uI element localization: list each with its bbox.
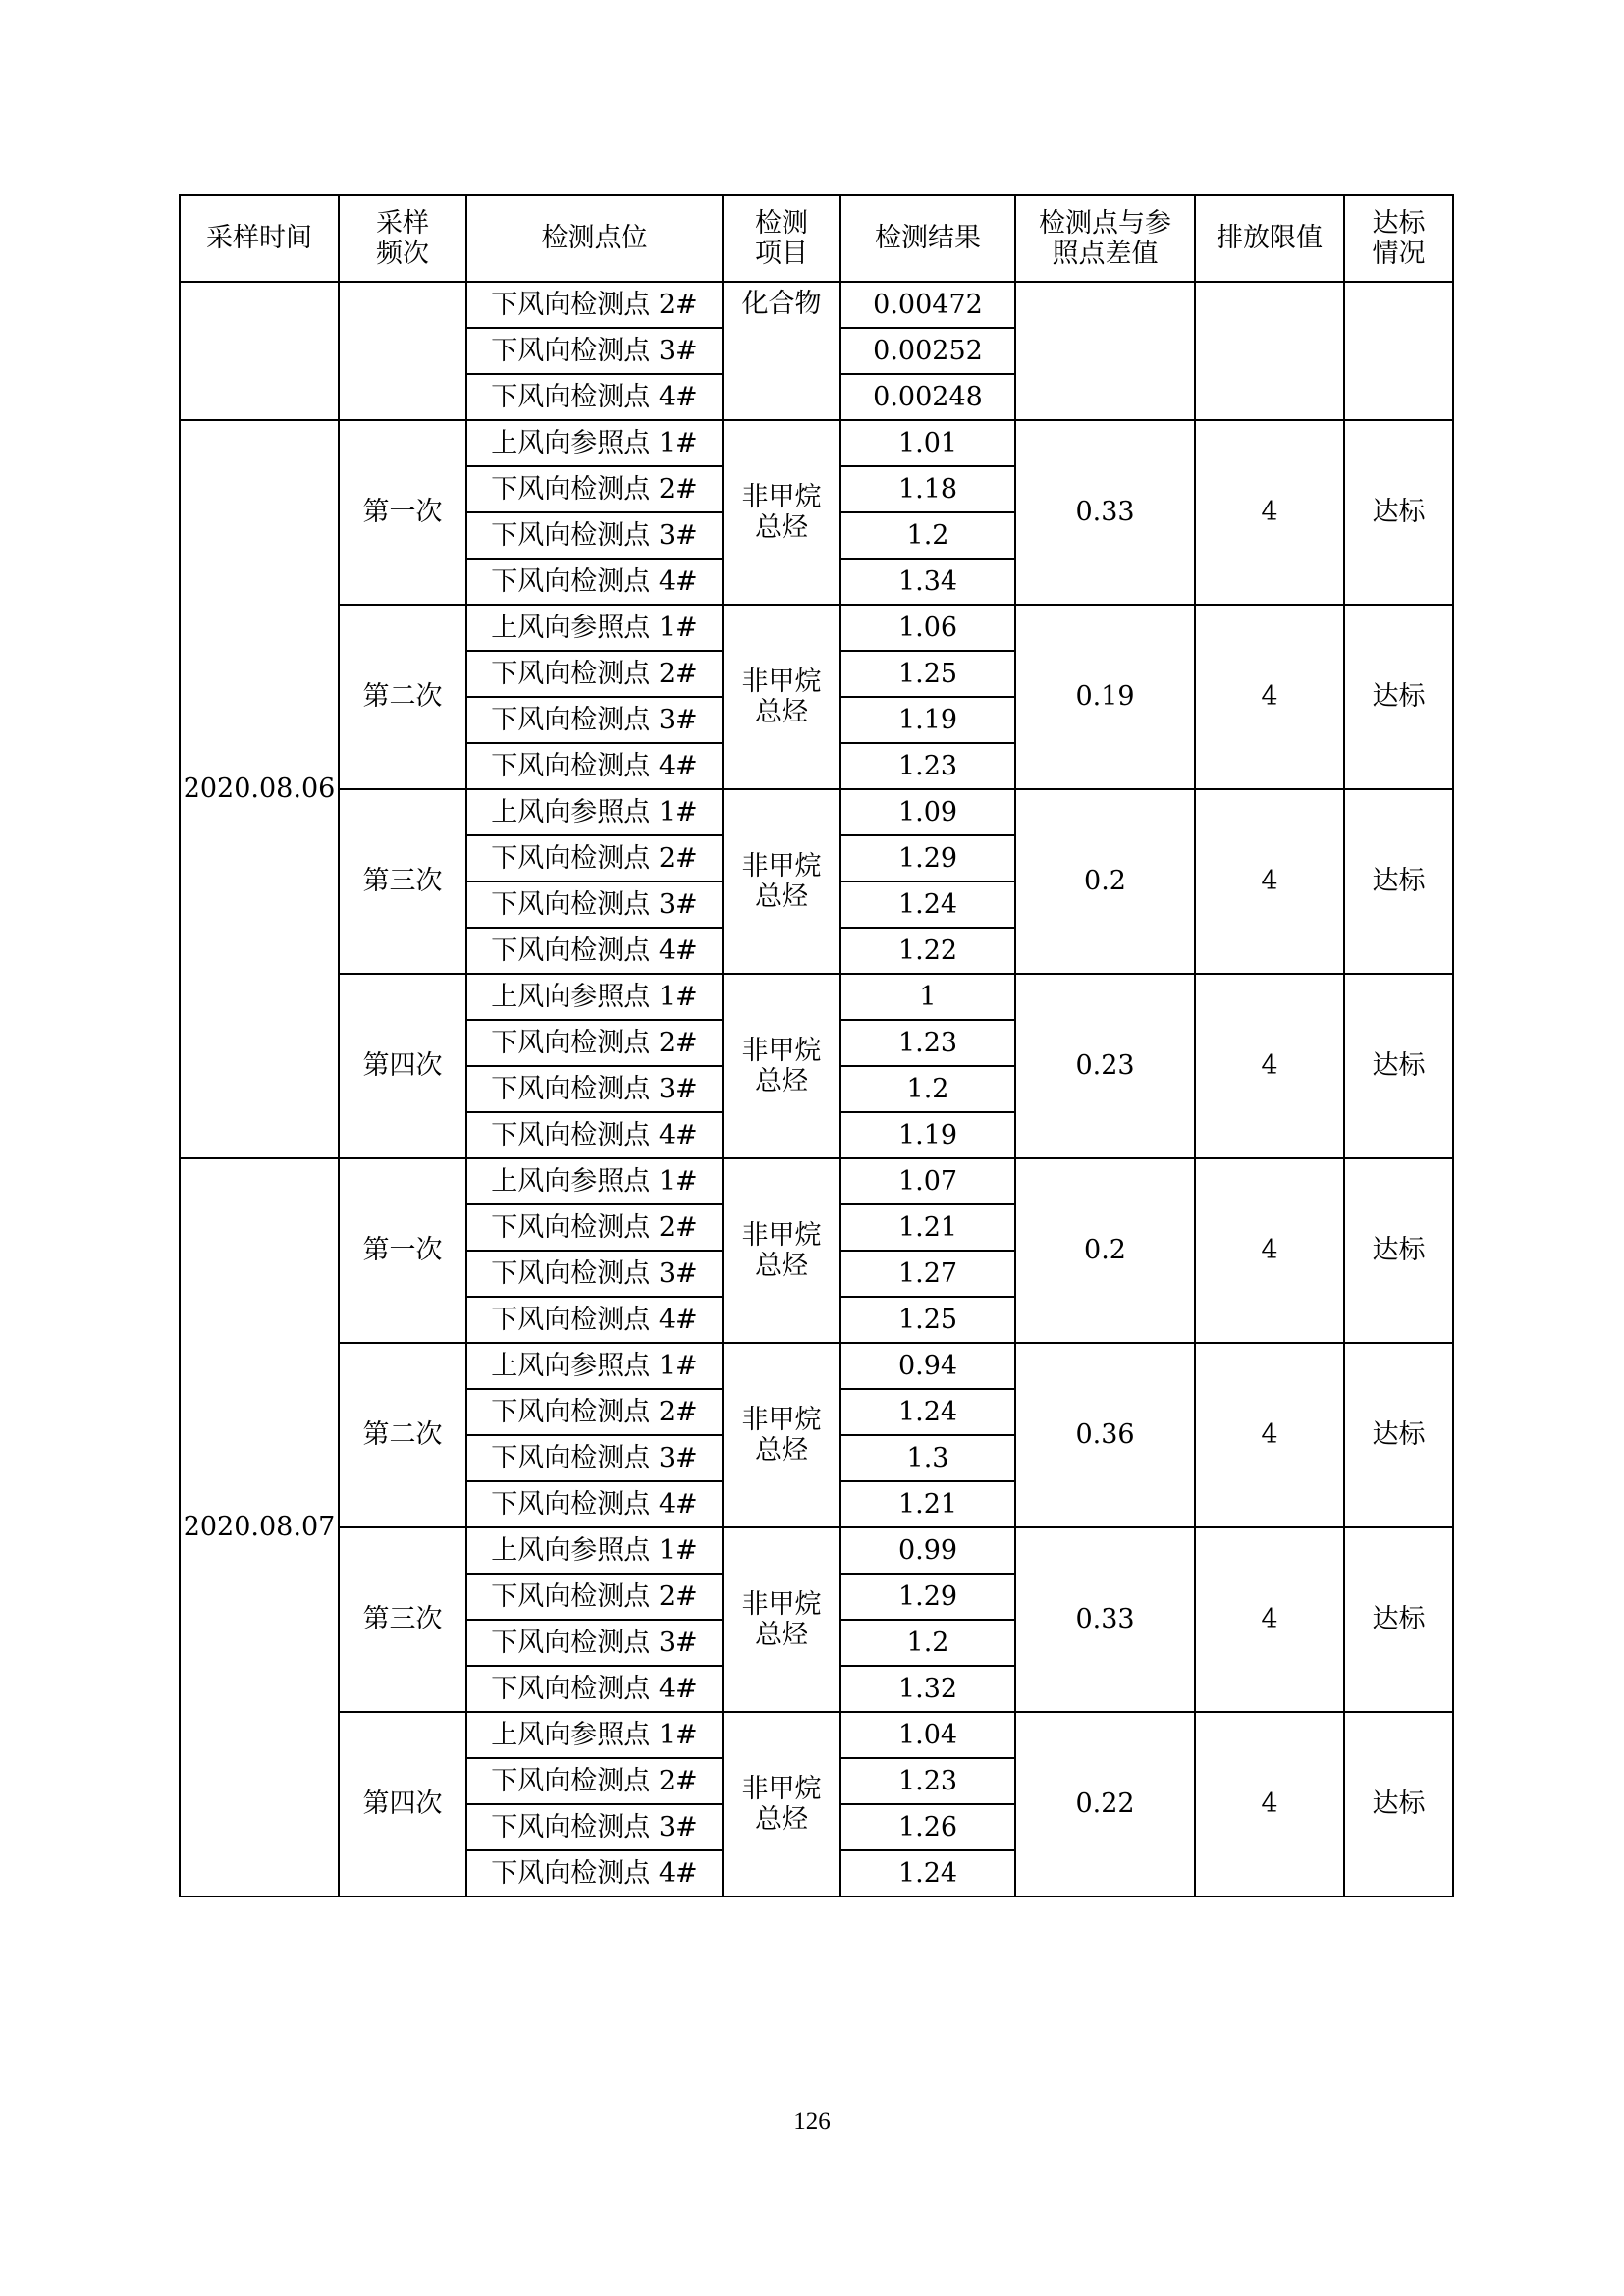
position-cell: 下风向检测点 2# (466, 1204, 723, 1251)
result-cell: 1.06 (840, 605, 1015, 651)
position-cell: 下风向检测点 3# (466, 1066, 723, 1112)
item-line-1: 非甲烷 (741, 850, 822, 881)
item-line-2: 总烃 (755, 512, 808, 543)
result-cell: 1.32 (840, 1666, 1015, 1712)
item-cell (723, 1712, 840, 1896)
result-cell: 0.00248 (840, 374, 1015, 420)
status-cell: 达标 (1344, 974, 1453, 1158)
difference-cell: 0.2 (1015, 1158, 1195, 1343)
result-cell: 1.01 (840, 420, 1015, 466)
limit-cell: 4 (1195, 789, 1344, 974)
sampling-time-cell: 2020.08.07 (180, 1158, 339, 1896)
result-cell: 0.00252 (840, 328, 1015, 374)
sampling-frequency-cell (339, 282, 466, 420)
table-row (180, 1527, 1453, 1574)
result-cell: 1.21 (840, 1204, 1015, 1251)
difference-cell: 0.22 (1015, 1712, 1195, 1896)
sampling-frequency-cell: 第三次 (339, 789, 466, 974)
position-cell: 下风向检测点 4# (466, 928, 723, 974)
position-cell: 下风向检测点 2# (466, 466, 723, 512)
status-cell: 达标 (1344, 420, 1453, 605)
item-line-2: 总烃 (755, 1804, 808, 1835)
position-cell: 下风向检测点 4# (466, 1850, 723, 1896)
header-monitoring-item: 检测 项目 (723, 195, 840, 282)
result-cell: 1.21 (840, 1481, 1015, 1527)
sampling-frequency-cell: 第一次 (339, 1158, 466, 1343)
difference-cell: 0.33 (1015, 1527, 1195, 1712)
result-cell: 1.2 (840, 1620, 1015, 1666)
position-cell: 下风向检测点 4# (466, 559, 723, 605)
status-cell: 达标 (1344, 1527, 1453, 1712)
sampling-frequency-cell: 第二次 (339, 605, 466, 789)
monitoring-results-table (179, 194, 1454, 1897)
item-line-1: 非甲烷 (741, 481, 822, 512)
result-cell: 1.2 (840, 1066, 1015, 1112)
position-cell: 上风向参照点 1# (466, 1343, 723, 1389)
status-cell: 达标 (1344, 1712, 1453, 1896)
position-cell: 下风向检测点 4# (466, 743, 723, 789)
result-cell: 0.99 (840, 1527, 1015, 1574)
header-difference: 检测点与参 照点差值 (1015, 195, 1195, 282)
limit-cell (1195, 282, 1344, 420)
table-body (180, 282, 1453, 1896)
limit-cell: 4 (1195, 1527, 1344, 1712)
header-sampling-frequency: 采样 频次 (339, 195, 466, 282)
position-cell: 下风向检测点 3# (466, 1435, 723, 1481)
limit-cell: 4 (1195, 1343, 1344, 1527)
table-row (180, 420, 1453, 466)
position-cell: 下风向检测点 3# (466, 328, 723, 374)
item-line-2: 总烃 (755, 697, 808, 727)
position-cell: 上风向参照点 1# (466, 605, 723, 651)
difference-cell: 0.23 (1015, 974, 1195, 1158)
position-cell: 下风向检测点 4# (466, 1481, 723, 1527)
limit-cell: 4 (1195, 605, 1344, 789)
position-cell: 下风向检测点 2# (466, 1758, 723, 1804)
difference-cell: 0.19 (1015, 605, 1195, 789)
position-cell: 下风向检测点 2# (466, 1574, 723, 1620)
item-line-1: 非甲烷 (741, 666, 822, 697)
header-monitoring-position: 检测点位 (466, 195, 723, 282)
position-cell: 下风向检测点 3# (466, 1251, 723, 1297)
difference-cell: 0.36 (1015, 1343, 1195, 1527)
table-row (180, 1158, 1453, 1204)
position-cell: 上风向参照点 1# (466, 974, 723, 1020)
sampling-frequency-cell: 第四次 (339, 1712, 466, 1896)
item-line-2: 总烃 (755, 1620, 808, 1650)
table-row (180, 789, 1453, 835)
item-line-1: 非甲烷 (741, 1404, 822, 1435)
status-cell: 达标 (1344, 1343, 1453, 1527)
result-cell: 1.24 (840, 1389, 1015, 1435)
result-cell: 1.25 (840, 651, 1015, 697)
limit-cell: 4 (1195, 1158, 1344, 1343)
position-cell: 下风向检测点 2# (466, 651, 723, 697)
item-cell (723, 1343, 840, 1527)
result-cell: 0.94 (840, 1343, 1015, 1389)
limit-cell: 4 (1195, 974, 1344, 1158)
sampling-time-cell (180, 282, 339, 420)
table-row (180, 974, 1453, 1020)
table-header (180, 195, 1453, 282)
result-cell: 1.09 (840, 789, 1015, 835)
result-cell: 1.34 (840, 559, 1015, 605)
sampling-frequency-cell: 第一次 (339, 420, 466, 605)
item-line-2: 总烃 (755, 1435, 808, 1466)
status-cell: 达标 (1344, 605, 1453, 789)
item-line-2: 总烃 (755, 881, 808, 912)
page-number: 126 (793, 2109, 831, 2135)
result-cell: 1.18 (840, 466, 1015, 512)
position-cell: 上风向参照点 1# (466, 789, 723, 835)
difference-cell (1015, 282, 1195, 420)
table-row (180, 605, 1453, 651)
item-cell (723, 420, 840, 605)
result-cell: 1.23 (840, 1020, 1015, 1066)
position-cell: 下风向检测点 4# (466, 1666, 723, 1712)
item-line-2: 总烃 (755, 1066, 808, 1096)
item-cell (723, 974, 840, 1158)
header-compliance-status: 达标 情况 (1344, 195, 1453, 282)
item-cell (723, 789, 840, 974)
position-cell: 下风向检测点 4# (466, 374, 723, 420)
header-row (180, 195, 1453, 282)
table-row (180, 1343, 1453, 1389)
status-cell: 达标 (1344, 789, 1453, 974)
item-line-1: 非甲烷 (741, 1773, 822, 1804)
header-monitoring-result: 检测结果 (840, 195, 1015, 282)
header-emission-limit: 排放限值 (1195, 195, 1344, 282)
result-cell: 1.07 (840, 1158, 1015, 1204)
status-cell: 达标 (1344, 1158, 1453, 1343)
table-row (180, 282, 1453, 328)
status-cell (1344, 282, 1453, 420)
table-row (180, 1712, 1453, 1758)
item-line-2: 总烃 (755, 1251, 808, 1281)
position-cell: 下风向检测点 2# (466, 1020, 723, 1066)
sampling-time-cell: 2020.08.06 (180, 420, 339, 1158)
item-line-1: 非甲烷 (741, 1588, 822, 1620)
position-cell: 下风向检测点 4# (466, 1112, 723, 1158)
item-cell (723, 1527, 840, 1712)
position-cell: 下风向检测点 3# (466, 697, 723, 743)
position-cell: 下风向检测点 3# (466, 1804, 723, 1850)
result-cell: 1.24 (840, 881, 1015, 928)
position-cell: 下风向检测点 2# (466, 835, 723, 881)
result-cell: 1.3 (840, 1435, 1015, 1481)
item-line-1: 非甲烷 (741, 1219, 822, 1251)
position-cell: 下风向检测点 3# (466, 512, 723, 559)
result-cell: 1.25 (840, 1297, 1015, 1343)
limit-cell: 4 (1195, 420, 1344, 605)
result-cell: 0.00472 (840, 282, 1015, 328)
item-cell (723, 605, 840, 789)
position-cell: 上风向参照点 1# (466, 1158, 723, 1204)
sampling-frequency-cell: 第三次 (339, 1527, 466, 1712)
result-cell: 1.19 (840, 1112, 1015, 1158)
result-cell: 1.19 (840, 697, 1015, 743)
result-cell: 1.22 (840, 928, 1015, 974)
position-cell: 上风向参照点 1# (466, 1527, 723, 1574)
sampling-frequency-cell: 第二次 (339, 1343, 466, 1527)
result-cell: 1.23 (840, 743, 1015, 789)
result-cell: 1.29 (840, 835, 1015, 881)
position-cell: 下风向检测点 4# (466, 1297, 723, 1343)
header-sampling-time: 采样时间 (180, 195, 339, 282)
position-cell: 下风向检测点 2# (466, 1389, 723, 1435)
result-cell: 1.04 (840, 1712, 1015, 1758)
position-cell: 下风向检测点 3# (466, 1620, 723, 1666)
result-cell: 1.2 (840, 512, 1015, 559)
result-cell: 1.29 (840, 1574, 1015, 1620)
result-cell: 1.23 (840, 1758, 1015, 1804)
item-cell (723, 1158, 840, 1343)
position-cell: 下风向检测点 2# (466, 282, 723, 328)
limit-cell: 4 (1195, 1712, 1344, 1896)
result-cell: 1.27 (840, 1251, 1015, 1297)
sampling-frequency-cell: 第四次 (339, 974, 466, 1158)
position-cell: 上风向参照点 1# (466, 420, 723, 466)
item-cell: 化合物 (723, 282, 840, 420)
difference-cell: 0.2 (1015, 789, 1195, 974)
position-cell: 上风向参照点 1# (466, 1712, 723, 1758)
position-cell: 下风向检测点 3# (466, 881, 723, 928)
result-cell: 1.24 (840, 1850, 1015, 1896)
result-cell: 1.26 (840, 1804, 1015, 1850)
difference-cell: 0.33 (1015, 420, 1195, 605)
item-line-1: 非甲烷 (741, 1035, 822, 1066)
result-cell: 1 (840, 974, 1015, 1020)
